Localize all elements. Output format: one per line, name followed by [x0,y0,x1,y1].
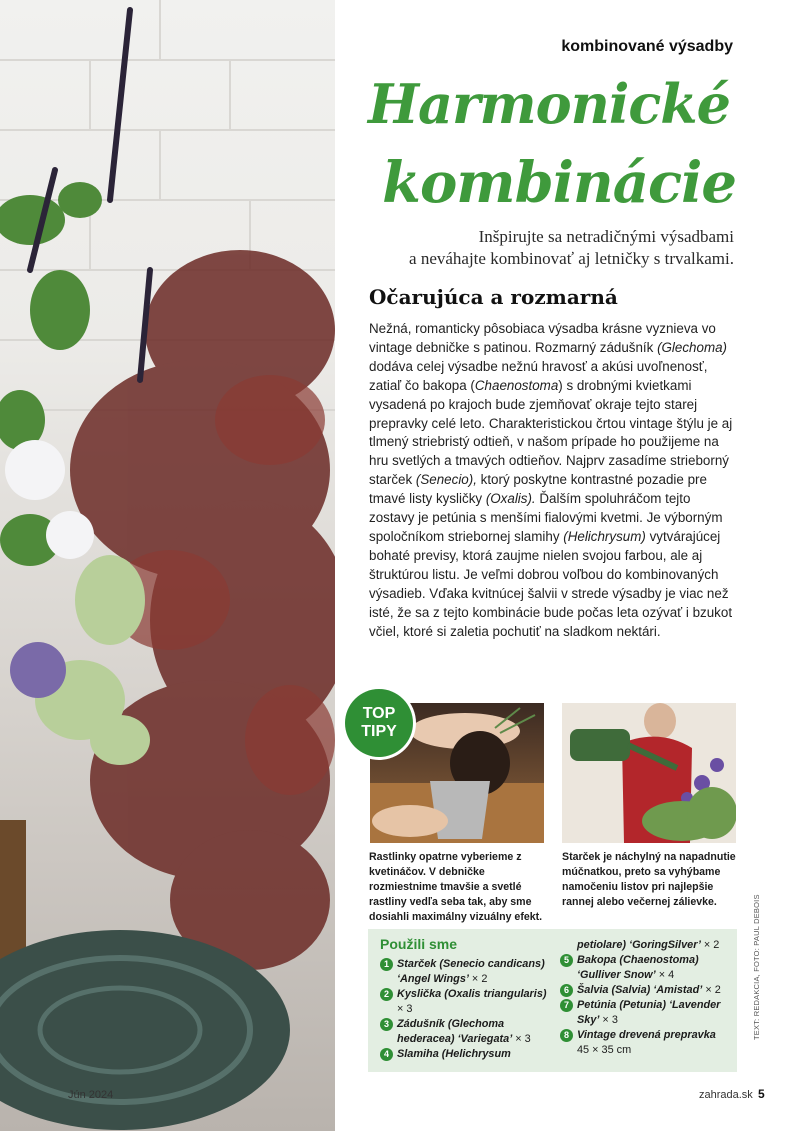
badge-line-2: TIPY [361,723,397,740]
hero-photo-illustration [0,0,335,1131]
lead-line-1: Inšpirujte sa netradičnými výsadbami [478,227,734,246]
body-text-latin: (Helichrysum) [563,528,646,544]
materials-column-2 [560,938,735,1058]
subheading: Očarujúca a rozmarná [369,285,618,309]
item-quantity: × 4 [655,969,675,981]
list-item [380,957,560,987]
hero-photo [0,0,335,1131]
lead-paragraph [362,226,734,270]
body-text-segment: dodáva celej výsadbe nežnú hravosť a akúsi uvoľnenosť, zatiaľ čo bakopa ( [369,358,708,393]
item-quantity: × 3 [397,1003,413,1015]
item-name: Petúnia (Petunia) ‘Lavender Sky’ [577,999,721,1026]
item-name: petiolare) ‘GoringSilver’ [577,939,701,951]
article-paragraph [369,320,737,641]
body-text-latin: (Senecio), [415,472,477,488]
item-quantity: × 3 [599,1014,618,1026]
body-text-segment: Nežná, romanticky pôsobiaca výsadba krásne vyznieva vo vintage debničke s patinou. Rozmarný zádušník [369,321,716,355]
watering-photo [562,703,736,843]
item-name: Kyslička (Oxalis triangularis) [397,988,547,1000]
list-item [560,953,735,983]
body-text-segment: ktorý poskytne kontrastné pozadie pre tmavé listy kysličky [369,472,707,507]
footer-date: Jún 2024 [68,1089,114,1101]
item-name: Slamiha (Helichrysum [397,1048,511,1060]
list-item [560,998,735,1028]
item-quantity: × 3 [512,1033,531,1045]
number-badge: 7 [560,999,573,1012]
footer-site: zahrada.sk [699,1089,753,1101]
watering-illustration [562,703,736,843]
item-quantity: × 2 [700,939,720,951]
list-item [380,1017,560,1047]
section-tag: kombinované výsadby [561,38,733,55]
caption-left: Rastlinky opatrne vyberieme z kvetináčov. V debničke rozmiestnime tmavšie a svetlé rastliny vedľa seba tak, aby sme dosiahli maximálny vizuálny efekt. [369,851,543,923]
list-item-continued [560,938,735,953]
badge-line-1: TOP [362,705,396,722]
list-item [560,1028,735,1058]
number-badge: 3 [380,1018,393,1031]
materials-column-1 [380,957,560,1062]
body-text-latin: (Oxalis). [485,491,536,507]
title-line-2: kombinácie [382,150,736,216]
caption-right: Starček je náchylný na napadnutie múčnatkou, preto sa vyhýbame namočeniu listov pri najlepšie rannej alebo večernej zálievke. [562,851,736,908]
title-line-1: Harmonické [368,72,731,136]
number-badge: 2 [380,988,393,1001]
number-badge: 8 [560,1029,573,1042]
list-item [560,983,735,998]
item-name: Zádušník (Glechoma hederacea) ‘Variegata’ [397,1018,513,1045]
article-body [369,320,737,641]
number-badge: 5 [560,954,573,967]
item-name: Starček (Senecio candicans) ‘Angel Wings’ [397,958,545,985]
number-badge: 6 [560,984,573,997]
materials-box [368,929,737,1072]
photo-credit: TEXT: REDAKCIA, FOTO: PAUL DEBOIS [752,894,761,1040]
page-number: 5 [758,1087,765,1101]
list-item [380,1047,560,1062]
list-item [380,987,560,1017]
lead-line-2: a neváhajte kombinovať aj letničky s trvalkami. [409,249,734,268]
top-tips-badge [345,689,413,757]
item-quantity: × 2 [702,984,721,996]
item-quantity: × 2 [468,973,488,985]
body-text-segment: ) s drobnými kvietkami vysadená po krajoch bude zjemňovať okraje tejto starej prepravky celé leto. Charakteristickou črtou vintage štýlu je aj tlmený striebristý odtieň, v našom prípade ho použijeme na hru svetlých a tmavých odtieňov. Najprv zasadíme strieborný starček [369,377,733,488]
number-badge: 4 [380,1048,393,1061]
item-quantity: 45 × 35 cm [577,1044,632,1056]
body-text-latin: Chaenostoma [474,377,559,393]
materials-title: Použili sme [380,936,458,952]
item-name: Vintage drevená prepravka [577,1029,716,1041]
number-badge: 1 [380,958,393,971]
body-text-segment: vytvárajúcej bohaté previsy, ktorá zaujme nielen svojou farbou, ale aj štruktúrou listu. Je veľmi dobrou voľbou do kombinovaných výsadieb. Vďaka kvitnúcej šalvii v strede výsadby je viac než isté, že sa z tejto kombinácie bude počas leta ozývať i bzukot včiel, ktoré si zaletia pochutiť na sladkom nektári. [369,528,733,639]
body-text-segment: Ďalším spoluhráčom tejto zostavy je petúnia s menšími fialovými kvetmi. Je výborným spoločníkom striebornej slamihy [369,491,723,544]
item-name: Bakopa (Chaenostoma) ‘Gulliver Snow’ [577,954,699,981]
item-name: Šalvia (Salvia) ‘Amistad’ [577,984,703,996]
body-text-latin: (Glechoma) [657,339,728,355]
